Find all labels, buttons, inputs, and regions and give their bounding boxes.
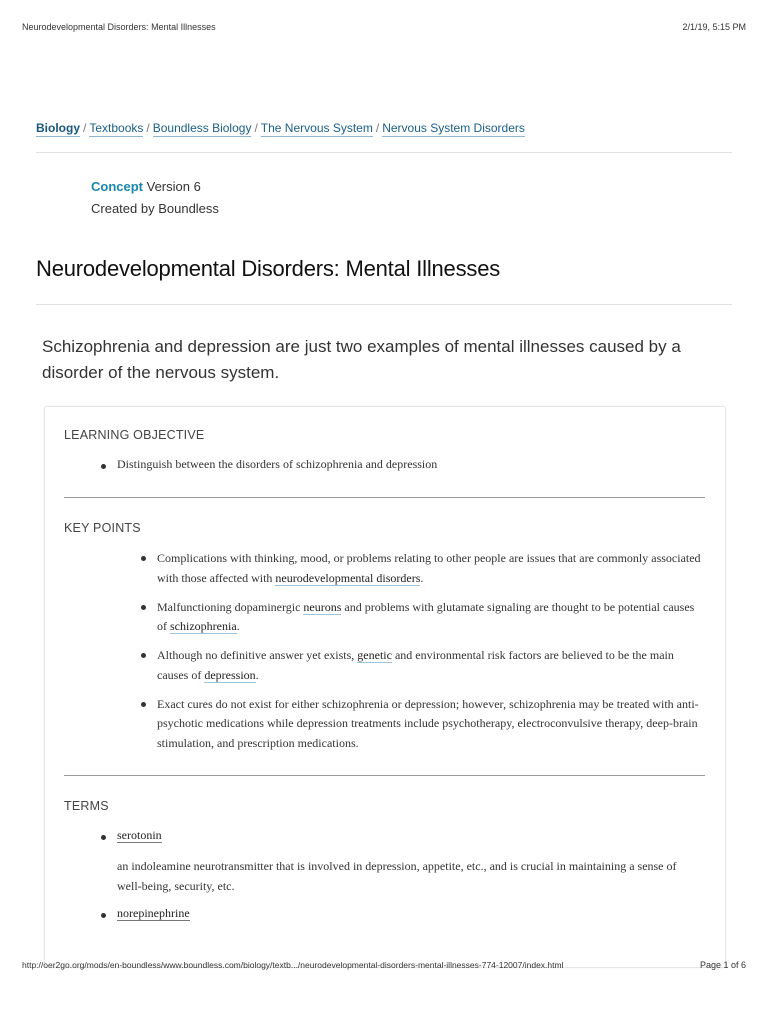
- key-point-item: [141, 695, 707, 754]
- learning-objective-heading: LEARNING OBJECTIVE: [64, 428, 205, 442]
- breadcrumb-biology[interactable]: Biology: [36, 121, 80, 135]
- key-point-item: [141, 598, 707, 637]
- breadcrumb-separator: /: [146, 121, 150, 135]
- key-point-text: .: [255, 667, 259, 682]
- term-entry: [101, 828, 701, 896]
- key-point-text: and problems with glutamate signaling are thought to be potential causes of: [157, 599, 695, 633]
- key-point-text: and environmental risk factors are believed to be the main causes of: [157, 648, 674, 682]
- key-point-item: [141, 549, 707, 588]
- print-footer: [22, 960, 746, 974]
- breadcrumb-divider: [36, 152, 732, 153]
- breadcrumb: [36, 121, 732, 135]
- print-footer-url: http://oer2go.org/mods/en-boundless/www.boundless.com/biology/textb.../neurodevelopmental-disorders-mental-illnesses-774-12007/index.html: [22, 960, 564, 970]
- concept-card: [44, 406, 726, 968]
- breadcrumb-nervous-system[interactable]: The Nervous System: [260, 121, 373, 135]
- terms-list: [101, 828, 701, 931]
- concept-meta: [91, 176, 219, 220]
- print-footer-page: Page 1 of 6: [699, 960, 746, 970]
- key-point-text: .: [420, 570, 424, 585]
- section-divider: [64, 775, 705, 776]
- breadcrumb-separator: /: [83, 121, 87, 135]
- concept-version-line: [91, 176, 219, 198]
- key-points-list: [141, 549, 707, 763]
- term-entry: [101, 906, 701, 921]
- breadcrumb-textbooks[interactable]: Textbooks: [89, 121, 144, 135]
- terms-heading: TERMS: [64, 799, 109, 813]
- concept-version: Version 6: [146, 179, 201, 194]
- keyword-link[interactable]: neurodevelopmental disorders: [275, 570, 421, 585]
- keyword-link[interactable]: neurons: [303, 599, 342, 614]
- term-link[interactable]: serotonin: [117, 828, 162, 842]
- key-point-text: Complications with thinking, mood, or problems relating to other people are issues that are commonly associated with those affected with: [157, 551, 701, 585]
- key-point-text: Although no definitive answer yet exists,: [157, 648, 358, 662]
- concept-label: Concept: [91, 179, 143, 194]
- print-header-title: Neurodevelopmental Disorders: Mental Illnesses: [22, 22, 216, 32]
- keyword-link[interactable]: genetic: [357, 648, 392, 662]
- breadcrumb-separator: /: [375, 121, 380, 135]
- breadcrumb-boundless-biology[interactable]: Boundless Biology: [152, 121, 252, 135]
- print-header-datetime: 2/1/19, 5:15 PM: [682, 22, 746, 32]
- created-by: Created by Boundless: [91, 201, 219, 216]
- key-point-text: Malfunctioning dopaminergic: [157, 599, 304, 614]
- term-link[interactable]: norepinephrine: [117, 906, 190, 920]
- breadcrumb-separator: /: [254, 121, 258, 135]
- learning-objective-list: [101, 457, 437, 472]
- key-point-text: Exact cures do not exist for either schizophrenia or depression; however, schizophrenia may be treated with anti-psychotic medications while depression treatments include psychotherapy, electroconvulsive therapy, deep-brain stimulation, and prescription medications.: [157, 696, 699, 750]
- section-divider: [64, 497, 705, 498]
- keyword-link[interactable]: depression: [204, 667, 256, 682]
- page-title: Neurodevelopmental Disorders: Mental Illnesses: [36, 256, 501, 281]
- intro-text: Schizophrenia and depression are just two examples of mental illnesses caused by a disorder of the nervous system.: [42, 337, 681, 382]
- print-header: [22, 22, 746, 36]
- key-point-item: [141, 646, 707, 685]
- term-name: [101, 906, 701, 921]
- keyword-link[interactable]: schizophrenia: [170, 619, 237, 633]
- title-divider: [36, 304, 732, 305]
- learning-objective-item: Distinguish between the disorders of schizophrenia and depression: [101, 457, 437, 472]
- term-name: [101, 828, 701, 843]
- term-definition: an indoleamine neurotransmitter that is involved in depression, appetite, etc., and is crucial in maintaining a sense of well-being, security, etc.: [117, 859, 677, 893]
- key-points-heading: KEY POINTS: [64, 521, 141, 535]
- key-point-text: .: [236, 619, 240, 633]
- breadcrumb-nervous-system-disorders[interactable]: Nervous System Disorders: [382, 121, 525, 135]
